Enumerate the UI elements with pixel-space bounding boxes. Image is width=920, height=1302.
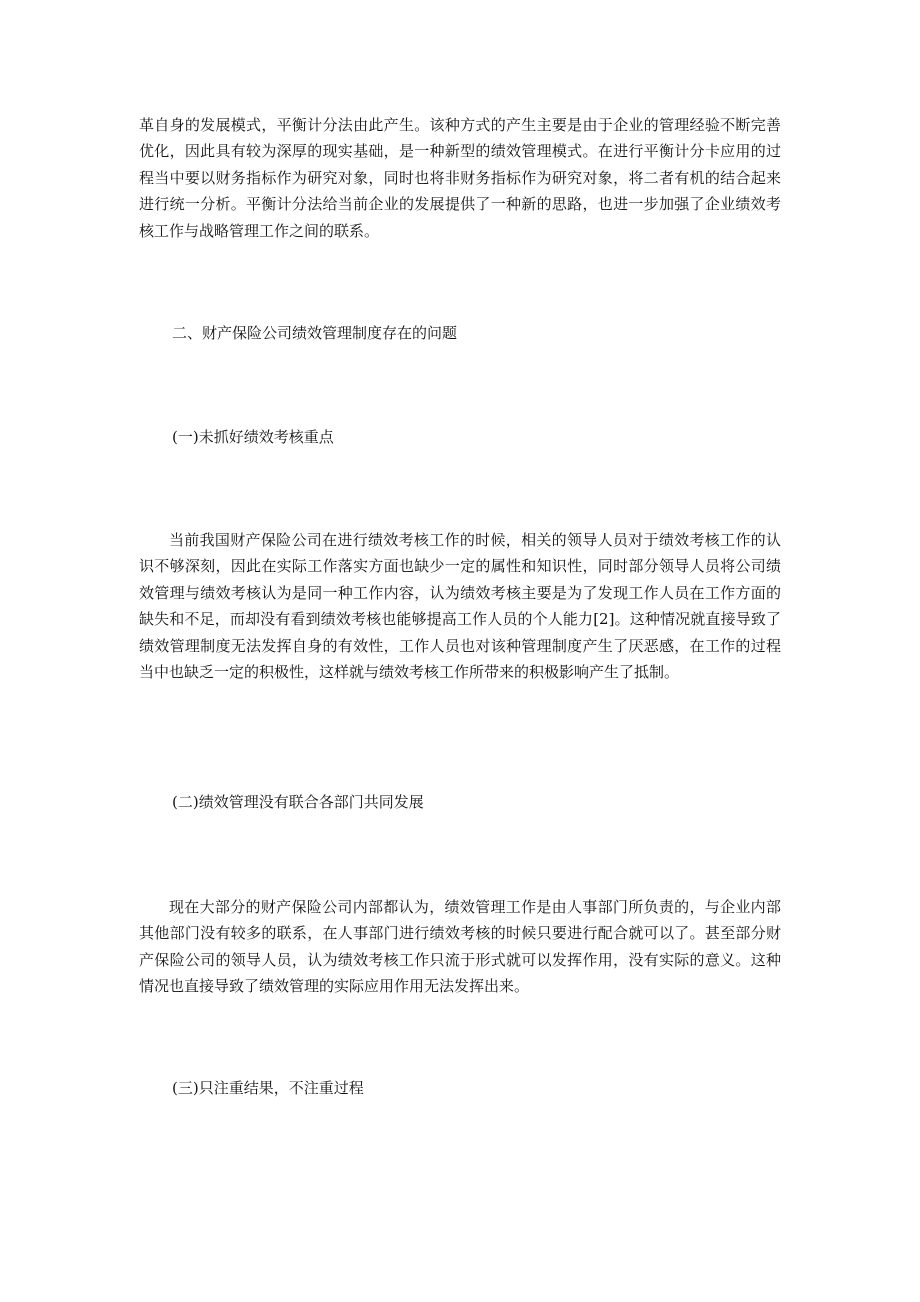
subsection-heading-2: (二)绩效管理没有联合各部门共同发展 — [172, 793, 424, 811]
intro-paragraph: 革自身的发展模式，平衡计分法由此产生。该种方式的产生主要是由于企业的管理经验不断完善优化，因此具有较为深厚的现实基础，是一种新型的绩效管理模式。在进行平衡计分卡应用的过程当中要以财务指标作为研究对象，同时也将非财务指标作为研究对象，将二者有机的结合起来进行统一分析。平衡计分法给当前企业的发展提供了一种新的思路，也进一步加强了企业绩效考核工作与战略管理工作之间的联系。 — [139, 116, 781, 240]
section-heading-problems: 二、财产保险公司绩效管理制度存在的问题 — [172, 324, 458, 342]
subsection-2-paragraph: 现在大部分的财产保险公司内部都认为，绩效管理工作是由人事部门所负责的，与企业内部其他部门没有较多的联系，在人事部门进行绩效考核的时候只要进行配合就可以了。甚至部分财产保险公司的领导人员，认为绩效考核工作只流于形式就可以发挥作用，没有实际的意义。这种情况也直接导致了绩效管理的实际应用作用无法发挥出来。 — [139, 898, 781, 996]
subsection-1-paragraph: 当前我国财产保险公司在进行绩效考核工作的时候，相关的领导人员对于绩效考核工作的认识不够深刻，因此在实际工作落实方面也缺少一定的属性和知识性，同时部分领导人员将公司绩效管理与绩效考核认为是同一种工作内容，认为绩效考核主要是为了发现工作人员在工作方面的缺失和不足，而却没有看到绩效考核也能够提高工作人员的个人能力[2]。这种情况就直接导致了绩效管理制度无法发挥自身的有效性，工作人员也对该种管理制度产生了厌恶感，在工作的过程当中也缺乏一定的积极性，这样就与绩效考核工作所带来的积极影响产生了抵制。 — [139, 531, 781, 682]
subsection-heading-3: (三)只注重结果，不注重过程 — [172, 1079, 364, 1097]
subsection-heading-1: (一)未抓好绩效考核重点 — [172, 428, 334, 446]
